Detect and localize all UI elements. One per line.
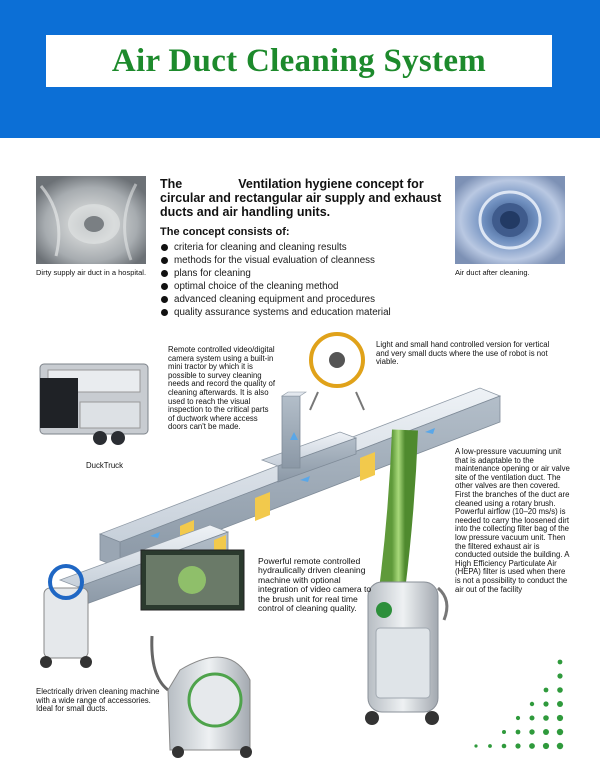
list-item: criteria for cleaning and cleaning results — [161, 241, 391, 254]
clean-duct-photo — [455, 176, 565, 264]
hand-version-text: Light and small hand controlled version for vertical and very small ducts where the use of robot is not viable. — [376, 340, 550, 367]
title-box — [46, 35, 552, 87]
list-item: methods for the visual evaluation of cleanness — [161, 254, 391, 267]
dirty-duct-photo — [36, 176, 146, 264]
headline-word: The — [160, 177, 183, 191]
headline-rest: Ventilation hygiene concept for circular and rectangular air supply and exhaust ducts and air handling units. — [160, 177, 442, 219]
list-item: advanced cleaning equipment and procedures — [161, 293, 391, 306]
list-item: optimal choice of the cleaning method — [161, 280, 391, 293]
vacuum-unit-text: A low-pressure vacuuming unit that is adaptable to the maintenance opening or air valve site of the ventilation duct. The other valves are then covered. First the branches of the duct are cleaned using a rotary brush. Powerful airflow (10–20 ms/s) is needed to carry the loosened dirt into the collecting filter bag of the low pressure vacuum unit. Then the filtered exhaust air is conducted outside the building. A High Efficiency Particulate Air (HEPA) filter is used when there is not a possibility to conduct the air out of the facility — [455, 447, 570, 594]
bullet-icon — [161, 309, 168, 316]
list-item: quality assurance systems and education material — [161, 306, 391, 319]
bullet-icon — [161, 257, 168, 264]
bullet-icon — [161, 244, 168, 251]
electric-machine-text: Electrically driven cleaning machine with a wide range of accessories. Ideal for small ducts. — [36, 687, 160, 714]
hydraulic-machine-text: Powerful remote controlled hydraulically driven cleaning machine with optional integration of video camera to the brush unit for real time control of cleaning quality. — [258, 556, 372, 614]
camera-system-text: Remote controlled video/digital camera system using a built-in mini tractor by which it is possible to survey cleaning needs and record the quality of cleaning afterwards. It is also used to reach the visual inspection to the critical parts of ductwork where access doors can't be made. — [168, 345, 276, 432]
list-item: plans for cleaning — [161, 267, 391, 280]
bullet-icon — [161, 296, 168, 303]
intro-headline — [160, 177, 450, 219]
clean-duct-caption: Air duct after cleaning. — [455, 268, 530, 277]
page-title: Air Duct Cleaning System — [111, 42, 487, 79]
bullet-icon — [161, 283, 168, 290]
concept-subheading: The concept consists of: — [160, 226, 290, 238]
duck-truck-label: DuckTruck — [86, 461, 123, 470]
concept-list — [161, 241, 391, 319]
dirty-duct-caption: Dirty supply air duct in a hospital. — [36, 268, 147, 277]
bullet-icon — [161, 270, 168, 277]
